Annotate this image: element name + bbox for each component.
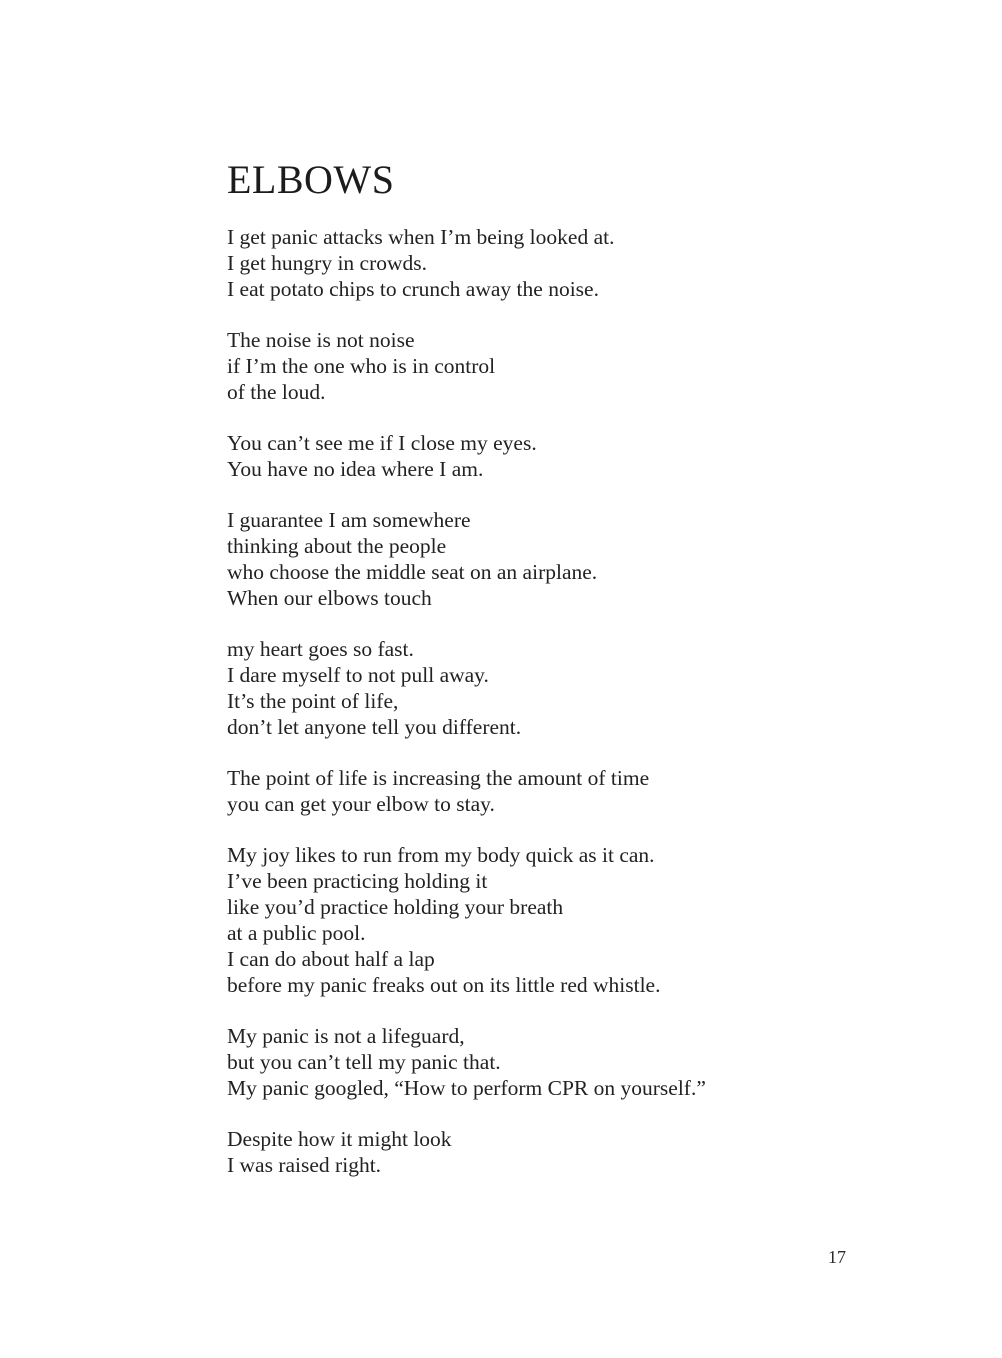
poem-line: of the loud. bbox=[227, 380, 326, 404]
poem-line: I dare myself to not pull away. bbox=[227, 663, 489, 687]
poem-line: My panic is not a lifeguard, bbox=[227, 1024, 465, 1048]
stanza bbox=[227, 765, 847, 817]
poem-line: You can’t see me if I close my eyes. bbox=[227, 431, 537, 455]
poem-line: You have no idea where I am. bbox=[227, 457, 484, 481]
poem-line: My panic googled, “How to perform CPR on yourself.” bbox=[227, 1076, 706, 1100]
poem-line: The noise is not noise bbox=[227, 328, 415, 352]
poem-body bbox=[227, 224, 847, 1178]
poem-line: you can get your elbow to stay. bbox=[227, 792, 495, 816]
stanza bbox=[227, 1126, 847, 1178]
poem-line: My joy likes to run from my body quick as it can. bbox=[227, 843, 655, 867]
stanza bbox=[227, 636, 847, 740]
poem-line: like you’d practice holding your breath bbox=[227, 895, 564, 919]
poem-content bbox=[227, 158, 847, 1178]
poem-line: I’ve been practicing holding it bbox=[227, 869, 488, 893]
stanza bbox=[227, 224, 847, 302]
poem-line: I get hungry in crowds. bbox=[227, 251, 428, 275]
poem-line: I get panic attacks when I’m being looked at. bbox=[227, 225, 615, 249]
page-number: 17 bbox=[828, 1247, 846, 1267]
stanza bbox=[227, 327, 847, 405]
stanza bbox=[227, 507, 847, 611]
poem-line: I was raised right. bbox=[227, 1153, 382, 1177]
stanza bbox=[227, 430, 847, 482]
stanza bbox=[227, 842, 847, 998]
poem-line: thinking about the people bbox=[227, 534, 447, 558]
stanza bbox=[227, 1023, 847, 1101]
poem-line: don’t let anyone tell you different. bbox=[227, 715, 522, 739]
poem-line: Despite how it might look bbox=[227, 1127, 452, 1151]
poem-line: at a public pool. bbox=[227, 921, 366, 945]
poem-line: The point of life is increasing the amount of time bbox=[227, 766, 650, 790]
poem-line: I eat potato chips to crunch away the noise. bbox=[227, 277, 599, 301]
poem-line: before my panic freaks out on its little red whistle. bbox=[227, 973, 661, 997]
poem-line: I guarantee I am somewhere bbox=[227, 508, 471, 532]
poem-line: It’s the point of life, bbox=[227, 689, 399, 713]
poem-line: When our elbows touch bbox=[227, 586, 432, 610]
poem-line: if I’m the one who is in control bbox=[227, 354, 496, 378]
poem-line: who choose the middle seat on an airplane. bbox=[227, 560, 598, 584]
poem-line: but you can’t tell my panic that. bbox=[227, 1050, 501, 1074]
poem-line: my heart goes so fast. bbox=[227, 637, 414, 661]
poem-title: ELBOWS bbox=[227, 157, 395, 202]
poem-line: I can do about half a lap bbox=[227, 947, 435, 971]
